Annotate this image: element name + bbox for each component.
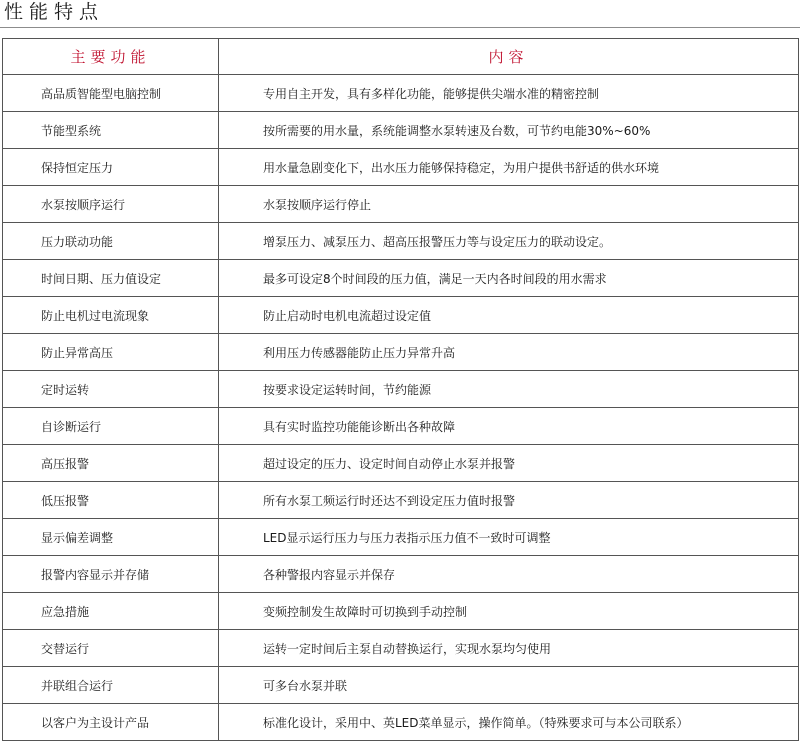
table-row	[3, 556, 799, 593]
table-row	[3, 593, 799, 630]
function-cell: 显示偏差调整	[3, 519, 219, 556]
content-cell: 利用压力传感器能防止压力异常升高	[219, 334, 799, 371]
function-cell: 自诊断运行	[3, 408, 219, 445]
function-cell: 防止电机过电流现象	[3, 297, 219, 334]
header-content: 内容	[219, 39, 799, 75]
function-cell: 并联组合运行	[3, 667, 219, 704]
table-header-row	[3, 39, 799, 75]
function-cell: 高品质智能型电脑控制	[3, 75, 219, 112]
content-cell: 最多可设定8个时间段的压力值，满足一天内各时间段的用水需求	[219, 260, 799, 297]
content-cell: 专用自主开发，具有多样化功能，能够提供尖端水准的精密控制	[219, 75, 799, 112]
table-row	[3, 297, 799, 334]
content-cell: 变频控制发生故障时可切换到手动控制	[219, 593, 799, 630]
content-cell: 各种警报内容显示并保存	[219, 556, 799, 593]
content-cell: 超过设定的压力、设定时间自动停止水泵并报警	[219, 445, 799, 482]
content-cell: 可多台水泵并联	[219, 667, 799, 704]
function-cell: 报警内容显示并存储	[3, 556, 219, 593]
section-title: 性能特点	[4, 1, 105, 23]
table-row	[3, 223, 799, 260]
features-table	[2, 38, 799, 741]
function-cell: 应急措施	[3, 593, 219, 630]
content-cell: 按所需要的用水量，系统能调整水泵转速及台数，可节约电能30%~60%	[219, 112, 799, 149]
table-row	[3, 667, 799, 704]
function-cell: 交替运行	[3, 630, 219, 667]
function-cell: 压力联动功能	[3, 223, 219, 260]
content-cell: 防止启动时电机电流超过设定值	[219, 297, 799, 334]
content-cell: 运转一定时间后主泵自动替换运行，实现水泵均匀使用	[219, 630, 799, 667]
header-function: 主要功能	[3, 39, 219, 75]
table-row	[3, 704, 799, 741]
function-cell: 水泵按顺序运行	[3, 186, 219, 223]
table-body	[3, 75, 799, 741]
table-row	[3, 371, 799, 408]
content-cell: 按要求设定运转时间，节约能源	[219, 371, 799, 408]
table-row	[3, 75, 799, 112]
table-row	[3, 334, 799, 371]
table-row	[3, 445, 799, 482]
title-divider	[0, 27, 800, 28]
function-cell: 时间日期、压力值设定	[3, 260, 219, 297]
content-cell: 增泵压力、减泵压力、超高压报警压力等与设定压力的联动设定。	[219, 223, 799, 260]
table-row	[3, 260, 799, 297]
content-cell: 用水量急剧变化下，出水压力能够保持稳定，为用户提供书舒适的供水环境	[219, 149, 799, 186]
content-cell: 所有水泵工频运行时还达不到设定压力值时报警	[219, 482, 799, 519]
table-row	[3, 519, 799, 556]
function-cell: 高压报警	[3, 445, 219, 482]
function-cell: 以客户为主设计产品	[3, 704, 219, 741]
table-row	[3, 630, 799, 667]
table-row	[3, 408, 799, 445]
content-cell: 水泵按顺序运行停止	[219, 186, 799, 223]
table-row	[3, 482, 799, 519]
content-cell: 具有实时监控功能能诊断出各种故障	[219, 408, 799, 445]
table-row	[3, 149, 799, 186]
table-row	[3, 186, 799, 223]
table-row	[3, 112, 799, 149]
content-cell: LED显示运行压力与压力表指示压力值不一致时可调整	[219, 519, 799, 556]
content-cell: 标准化设计，采用中、英LED菜单显示，操作简单。（特殊要求可与本公司联系）	[219, 704, 799, 741]
function-cell: 定时运转	[3, 371, 219, 408]
function-cell: 低压报警	[3, 482, 219, 519]
function-cell: 保持恒定压力	[3, 149, 219, 186]
function-cell: 节能型系统	[3, 112, 219, 149]
function-cell: 防止异常高压	[3, 334, 219, 371]
